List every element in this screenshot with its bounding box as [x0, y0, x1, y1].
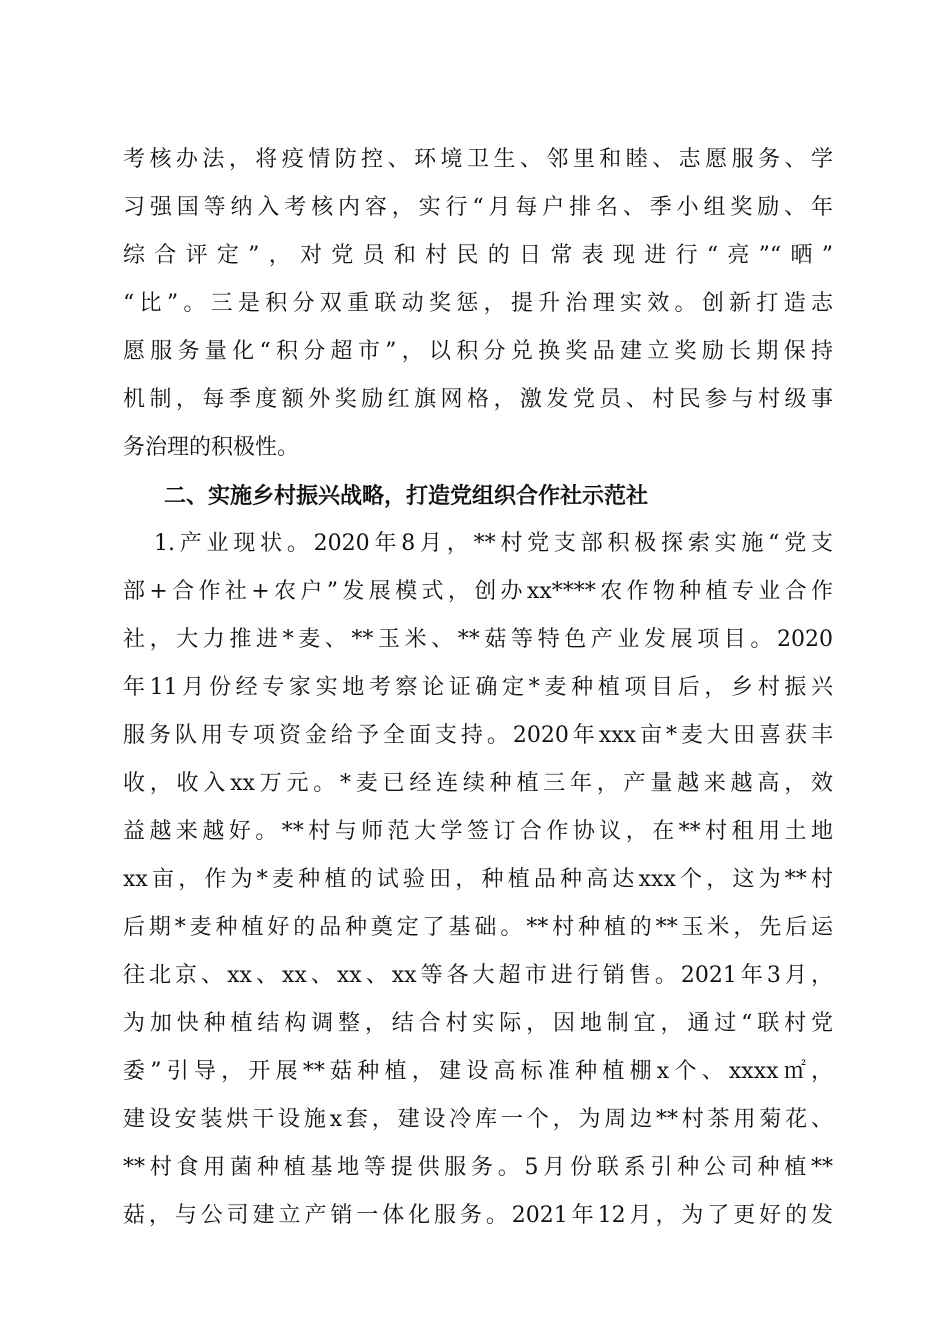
body-text-line: 后期*麦种植好的品种奠定了基础。**村种植的**玉米，先后运 — [123, 915, 833, 940]
body-text-line: 考核办法，将疫情防控、环境卫生、邻里和睦、志愿服务、学 — [123, 147, 833, 172]
body-text-line: “比”。三是积分双重联动奖惩，提升治理实效。创新打造志 — [123, 291, 833, 316]
body-text-line: 年11月份经专家实地考察论证确定*麦种植项目后，乡村振兴 — [123, 675, 833, 700]
body-text-line: **村食用菌种植基地等提供服务。5月份联系引种公司种植** — [123, 1155, 833, 1180]
body-text-line: 益越来越好。**村与师范大学签订合作协议，在**村租用土地 — [123, 819, 833, 844]
body-text-line: 服务队用专项资金给予全面支持。2020年xxx亩*麦大田喜获丰 — [123, 723, 833, 748]
body-text-line: 愿服务量化“积分超市”，以积分兑换奖品建立奖励长期保持 — [123, 339, 833, 364]
body-text-line: 习强国等纳入考核内容，实行“月每户排名、季小组奖励、年 — [123, 195, 833, 220]
body-text-line: 菇，与公司建立产销一体化服务。2021年12月，为了更好的发 — [123, 1203, 833, 1228]
body-text-line: 收，收入xx万元。*麦已经连续种植三年，产量越来越高，效 — [123, 771, 833, 796]
body-text-line: 1.产业现状。2020年8月，**村党支部积极探索实施“党支 — [154, 531, 833, 556]
section-heading: 二、实施乡村振兴战略，打造党组织合作社示范社 — [164, 484, 649, 509]
body-text-line: 为加快种植结构调整，结合村实际，因地制宜，通过“联村党 — [123, 1011, 833, 1036]
body-text-line: 建设安装烘干设施x套，建设冷库一个，为周边**村茶用菊花、 — [123, 1107, 833, 1132]
body-text-line: 部+合作社+农户”发展模式，创办xx****农作物种植专业合作 — [123, 579, 833, 604]
body-text-line: xx亩，作为*麦种植的试验田，种植品种高达xxx个，这为**村 — [123, 867, 833, 892]
body-text-line: 往北京、xx、xx、xx、xx等各大超市进行销售。2021年3月， — [123, 963, 833, 988]
body-text-line: 机制，每季度额外奖励红旗网格，激发党员、村民参与村级事 — [123, 387, 833, 412]
body-text-line: 委”引导，开展**菇种植，建设高标准种植棚x个、xxxx㎡， — [123, 1059, 833, 1084]
body-text-line: 务治理的积极性。 — [123, 435, 300, 460]
body-text-line: 社，大力推进*麦、**玉米、**菇等特色产业发展项目。2020 — [123, 627, 833, 652]
body-text-line: 综合评定”，对党员和村民的日常表现进行“亮”“晒” — [123, 243, 833, 268]
